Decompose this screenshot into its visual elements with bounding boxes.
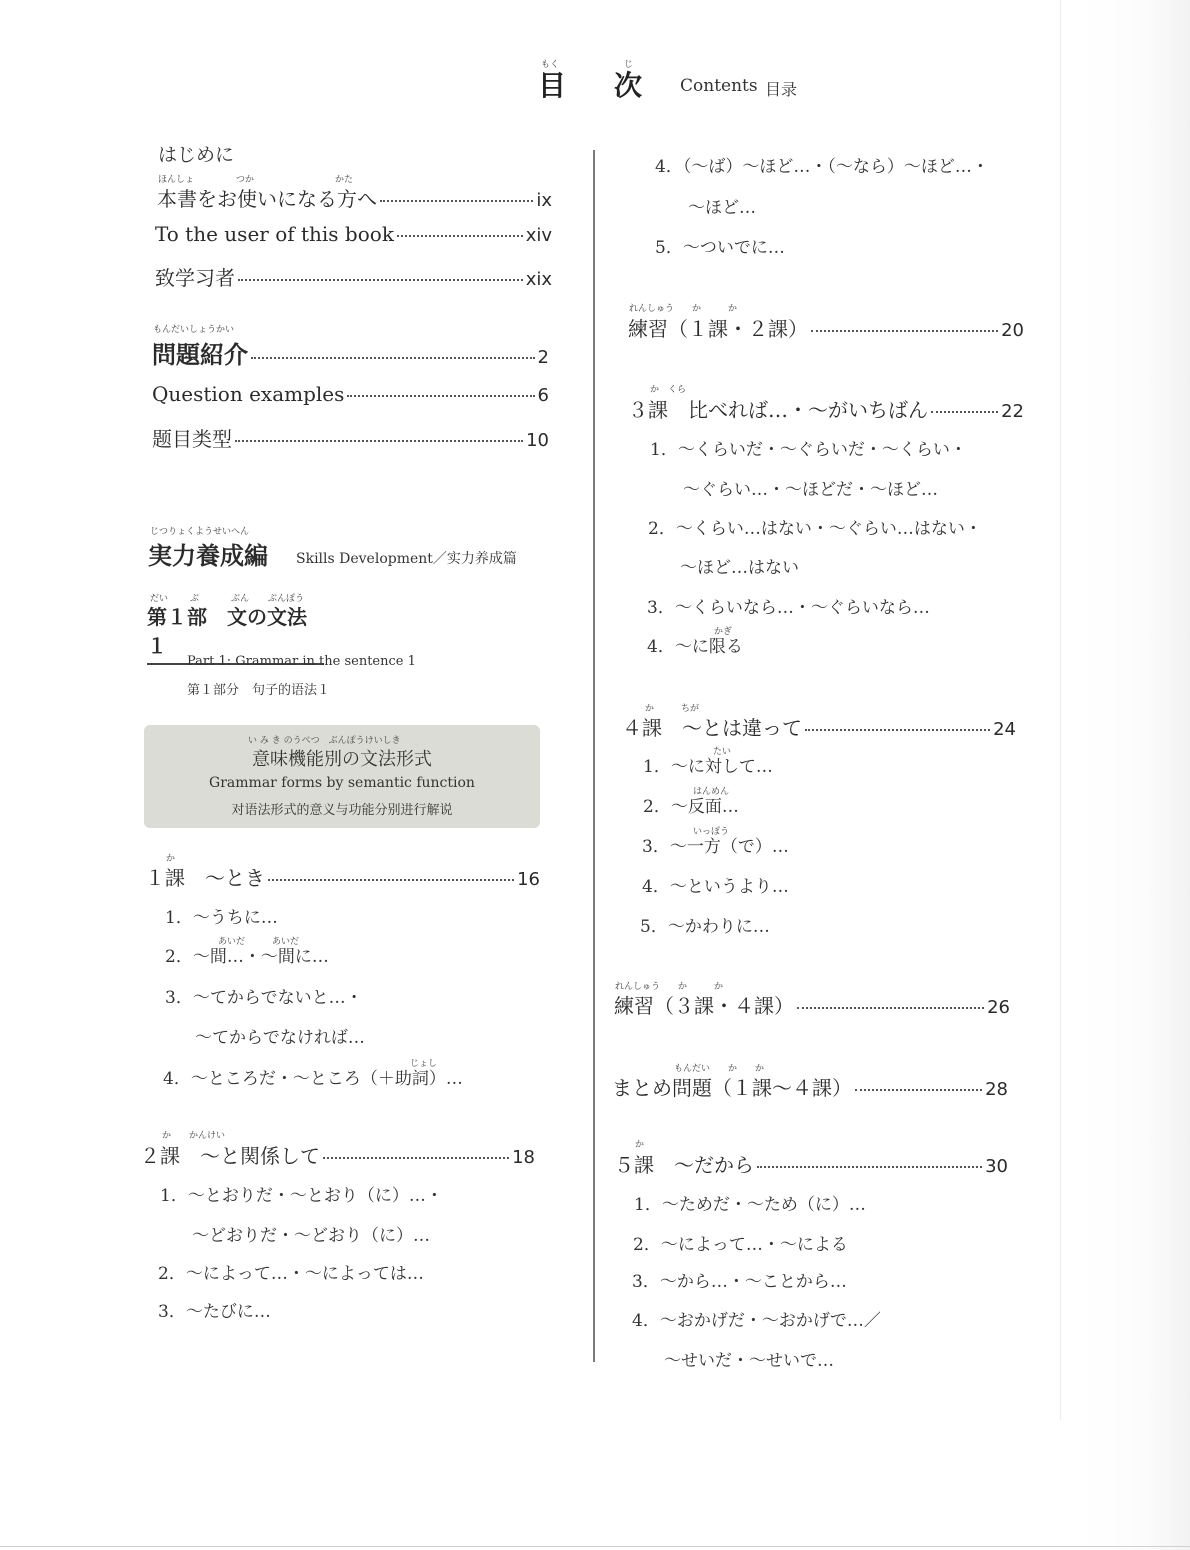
lesson-item: 1．〜うちに… <box>165 908 278 928</box>
lesson-item: 1．〜に対して… <box>643 757 773 777</box>
leader-dots <box>238 279 523 281</box>
ruby-ka-kankei: か かんけい <box>162 1131 226 1141</box>
toc-entry-lesson-4[interactable] <box>622 712 1016 741</box>
lesson-item: 2．〜反面… <box>643 797 739 817</box>
lesson-item: 1．〜とおりだ・〜とおり（に）…・ <box>160 1186 443 1206</box>
toc-page-number: 16 <box>517 869 540 890</box>
title-ruby-1: もく <box>541 60 560 70</box>
ruby-bun: ぶん <box>231 594 250 604</box>
page-edge-shadow <box>1080 0 1190 1550</box>
toc-page-number: ix <box>536 190 552 211</box>
lesson-item-continued: 〜てからでなければ… <box>195 1028 365 1048</box>
leader-dots <box>397 235 523 237</box>
lesson-item-continued: 〜ほど…はない <box>680 558 799 578</box>
toc-entry-lesson-3[interactable] <box>628 394 1024 423</box>
page-bottom-line <box>0 1546 1190 1547</box>
banner-english: Grammar forms by semantic function <box>209 775 475 791</box>
ruby-bu: ぶ <box>190 594 200 604</box>
leader-dots <box>805 729 990 731</box>
lesson-item: 2．〜くらい…はない・〜ぐらい…はない・ <box>648 519 982 539</box>
ruby-renshu: れんしゅう か か <box>615 982 724 992</box>
banner-chinese: 对语法形式的意义与功能分别进行解说 <box>231 803 453 818</box>
leader-dots <box>811 330 998 332</box>
leader-dots <box>235 440 523 442</box>
leader-dots <box>855 1089 982 1091</box>
lesson-item: 4．〜おかげだ・〜おかげで…／ <box>632 1311 881 1331</box>
lesson-item-continued: 〜どおりだ・〜どおり（に）… <box>192 1226 430 1246</box>
column-divider <box>593 150 595 1362</box>
lesson-item: 3．〜くらいなら…・〜ぐらいなら… <box>647 598 930 618</box>
toc-page-number: 22 <box>1001 401 1024 422</box>
leader-dots <box>251 357 535 359</box>
lesson-item: 3．〜から…・〜ことから… <box>632 1272 847 1292</box>
page-title-chinese: 目录 <box>765 80 798 99</box>
ruby-mondai: もんだいしょうかい <box>153 325 235 335</box>
lesson-item: 3．〜てからでないと…・ <box>165 988 363 1008</box>
ruby-dai: だい <box>150 594 169 604</box>
toc-entry-label: 練習（１課・２課） <box>628 317 808 341</box>
ruby-ka: か <box>635 1140 645 1150</box>
page-title-char-1: 目 <box>538 69 567 102</box>
grammar-forms-banner <box>144 725 540 828</box>
ruby-honsho: ほんしょ <box>158 175 195 185</box>
leader-dots <box>347 395 534 397</box>
toc-entry-question-types[interactable] <box>152 423 549 452</box>
toc-entry-label: ４課 〜とは違って <box>622 716 802 740</box>
lesson-item: 1．〜ためだ・〜ため（に）… <box>634 1195 866 1215</box>
toc-entry-label: 题目类型 <box>152 427 232 451</box>
toc-page-number: 6 <box>537 385 549 406</box>
part-subtitle-chinese: 第１部分 句子的语法１ <box>187 683 331 698</box>
toc-page-number: 30 <box>985 1156 1008 1177</box>
toc-entry-label: 致学习者 <box>155 266 235 290</box>
toc-entry-label: 問題紹介 <box>152 341 248 369</box>
toc-page-number: 24 <box>993 719 1016 740</box>
toc-entry-question-examples[interactable] <box>152 382 549 406</box>
leader-dots <box>797 1007 984 1009</box>
lesson-item: 4．（〜ば）〜ほど…・（〜なら）〜ほど…・ <box>655 157 989 177</box>
lesson-item: 3．〜一方（で）… <box>642 837 789 857</box>
ruby-ka-chiga: か ちが <box>645 704 700 714</box>
part-subtitle-english: Part 1: Grammar in the sentence 1 <box>187 654 416 669</box>
toc-page-number: 10 <box>526 430 549 451</box>
item-ruby: かぎ <box>714 627 733 637</box>
lesson-item-continued: 〜ほど… <box>688 198 756 218</box>
page-title-english: Contents <box>680 76 758 96</box>
lesson-item: 4．〜ところだ・〜ところ（＋助詞）… <box>163 1069 463 1089</box>
ruby-jitsuryoku: じつりょくようせいへん <box>150 527 250 537</box>
lesson-item: 2．〜によって…・〜による <box>633 1235 848 1255</box>
lesson-item-continued: 〜ぐらい…・〜ほどだ・〜ほど… <box>683 480 938 500</box>
toc-entry-lesson-5[interactable] <box>614 1149 1008 1178</box>
item-ruby: たい <box>713 747 732 757</box>
leader-dots <box>931 411 998 413</box>
toc-page-number: 26 <box>987 997 1010 1018</box>
toc-page-number: xiv <box>525 225 552 246</box>
lesson-item: 2．〜間…・〜間に… <box>165 947 329 967</box>
banner-ruby: い み き のうべつ ぶんぽうけいしき <box>248 736 401 746</box>
toc-entry-foreword-zh[interactable] <box>155 262 552 291</box>
toc-entry-label: １課 〜とき <box>145 866 265 890</box>
toc-entry-foreword-en[interactable] <box>155 222 552 246</box>
ruby-kata: かた <box>335 175 354 185</box>
toc-entry-foreword-ja[interactable] <box>157 183 552 212</box>
toc-entry-label: 本書をお使いになる方へ <box>157 187 377 211</box>
toc-entry-practice-1-2[interactable] <box>628 313 1024 342</box>
ruby-mondai-ka: もんだい か か <box>674 1064 765 1074</box>
lesson-item: 1．〜くらいだ・〜ぐらいだ・〜くらい・ <box>650 440 967 460</box>
toc-page-number: 18 <box>512 1147 535 1168</box>
toc-entry-label: ５課 〜だから <box>614 1153 754 1177</box>
leader-dots <box>757 1166 982 1168</box>
item-ruby: いっぽう <box>693 827 730 837</box>
toc-entry-practice-3-4[interactable] <box>614 990 1010 1019</box>
leader-dots <box>380 200 533 202</box>
toc-page-number: 28 <box>985 1079 1008 1100</box>
lesson-item: 4．〜というより… <box>642 877 789 897</box>
toc-entry-label: まとめ問題（１課〜４課） <box>612 1076 852 1100</box>
leader-dots <box>323 1157 509 1159</box>
title-ruby-2: じ <box>624 60 634 70</box>
toc-page-number: xix <box>525 269 552 290</box>
lesson-item-continued: 〜せいだ・〜せいで… <box>664 1351 834 1371</box>
part-heading: 第１部 文の文法１ <box>147 601 324 665</box>
section-subtitle-skills: Skills Development／实力养成篇 <box>296 551 517 567</box>
page-edge-line <box>1060 0 1061 1420</box>
banner-title: 意味機能別の文法形式 <box>252 749 432 770</box>
lesson-item: 5．〜かわりに… <box>640 917 770 937</box>
toc-page-number: 2 <box>537 347 549 368</box>
item-ruby: じょし <box>410 1059 438 1069</box>
ruby-bunpou: ぶんぽう <box>268 594 305 604</box>
ruby-ka-kura: か くら <box>650 385 687 395</box>
ruby-ka: か <box>166 854 176 864</box>
page-title-char-2: 次 <box>614 69 643 102</box>
toc-intro-heading: はじめに <box>158 144 235 166</box>
lesson-item: 5．〜ついでに… <box>655 238 785 258</box>
toc-entry-label: ３課 比べれば…・〜がいちばん <box>628 398 928 422</box>
toc-entry-question-intro[interactable] <box>152 335 549 370</box>
ruby-renshu: れんしゅう か か <box>629 304 738 314</box>
toc-entry-review-1-4[interactable] <box>612 1072 1008 1101</box>
toc-entry-label: Question examples <box>152 382 345 406</box>
ruby-tsuka: つか <box>236 175 255 185</box>
item-ruby: はんめん <box>693 787 730 797</box>
toc-entry-lesson-2[interactable] <box>140 1140 535 1169</box>
toc-page-number: 20 <box>1001 320 1024 341</box>
lesson-item: 4．〜に限る <box>647 637 743 657</box>
toc-entry-label: ２課 〜と関係して <box>140 1144 320 1168</box>
item-ruby: あいだ あいだ <box>218 937 300 947</box>
toc-entry-label: To the user of this book <box>155 222 394 246</box>
lesson-item: 3．〜たびに… <box>158 1302 271 1322</box>
toc-entry-label: 練習（３課・４課） <box>614 994 794 1018</box>
lesson-item: 2．〜によって…・〜によっては… <box>158 1264 424 1284</box>
toc-entry-lesson-1[interactable] <box>145 862 540 891</box>
leader-dots <box>268 879 514 881</box>
section-heading-skills: 実力養成編 <box>148 542 268 570</box>
